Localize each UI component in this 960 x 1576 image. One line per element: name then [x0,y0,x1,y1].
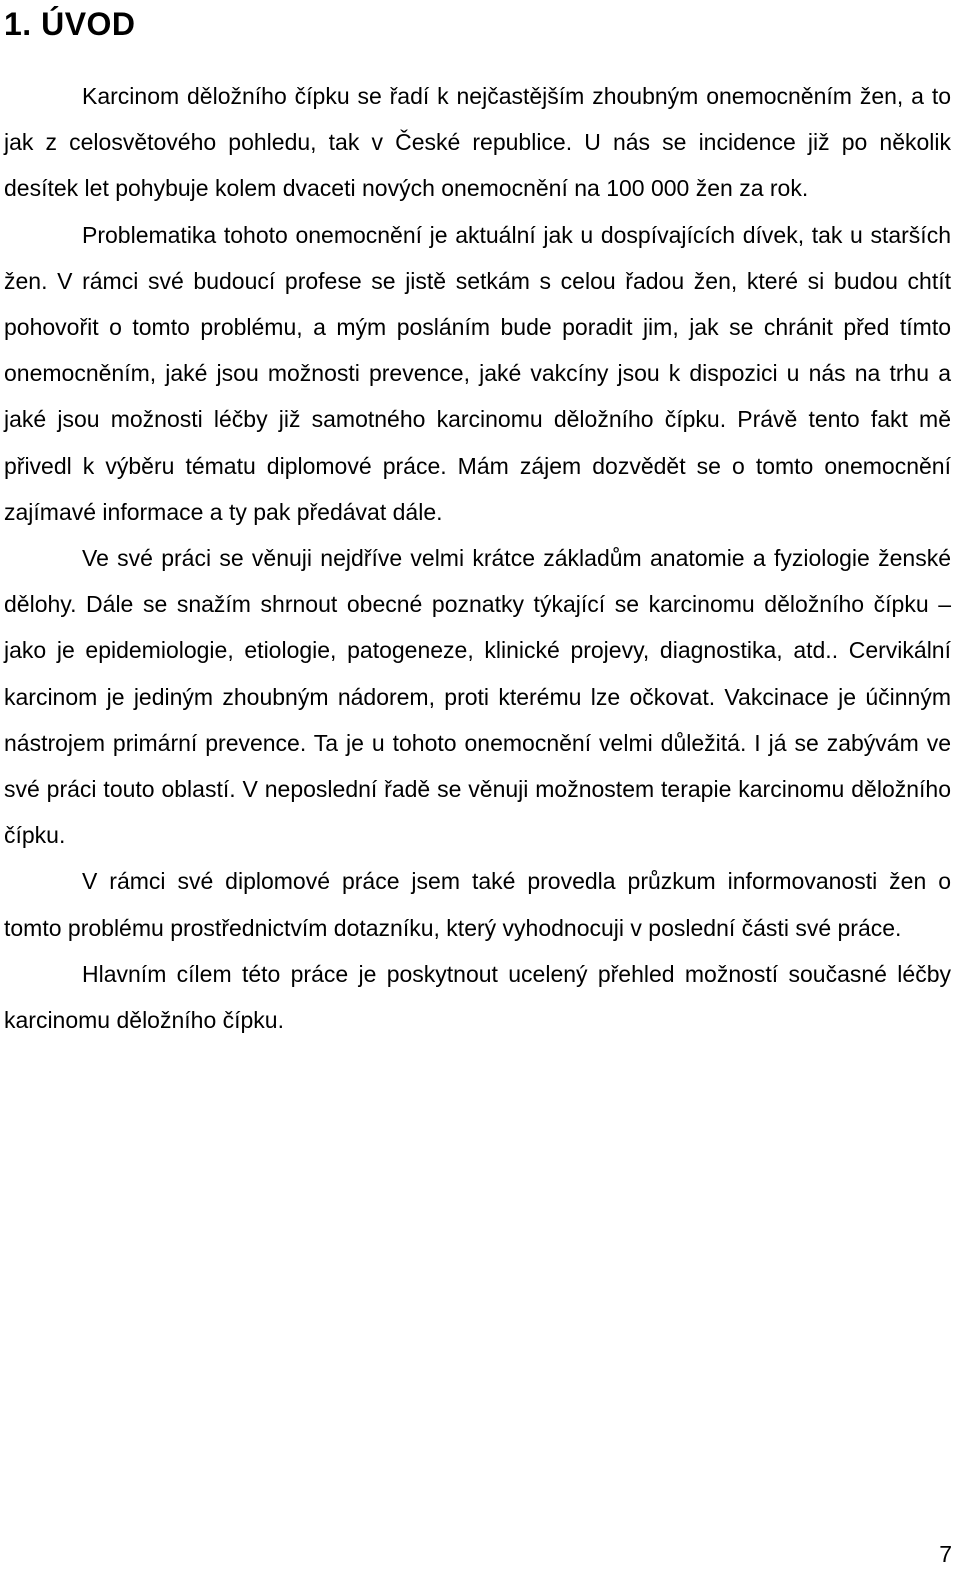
paragraph-2: Problematika tohoto onemocnění je aktuální jak u dospívajících dívek, tak u starších žen. V rámci své budoucí profese se jistě setkám s celou řadou žen, které si budou chtít pohovořit o tomto problému, a mým posláním bude poradit jim, jak se chránit před tímto onemocněním, jaké jsou možnosti prevence, jaké vakcíny jsou k dispozici u nás na trhu a jaké jsou možnosti léčby již samotného karcinomu děložního čípku. Právě tento fakt mě přivedl k výběru tématu diplomové práce. Mám zájem dozvědět se o tomto onemocnění zajímavé informace a ty pak předávat dále. [4,221,951,525]
paragraph-1: Karcinom děložního čípku se řadí k nejčastějším zhoubným onemocněním žen, a to jak z celosvětového pohledu, tak v České republice. U nás se incidence již po několik desítek let pohybuje kolem dvaceti nových onemocnění na 100 000 žen za rok. [4,83,951,202]
chapter-body [4,73,951,1043]
chapter-heading: 1. ÚVOD [4,6,136,42]
paragraph-4: V rámci své diplomové práce jsem také provedla průzkum informovanosti žen o tomto problému prostřednictvím dotazníku, který vyhodnocuji v poslední části své práce. [4,868,951,941]
page-number: 7 [939,1541,952,1567]
paragraph-5: Hlavním cílem této práce je poskytnout ucelený přehled možností současné léčby karcinomu děložního čípku. [4,960,951,1034]
paragraph-3: Ve své práci se věnuji nejdříve velmi krátce základům anatomie a fyziologie ženské dělohy. Dále se snažím shrnout obecné poznatky týkající se karcinomu děložního čípku – jako je epidemiologie, etiologie, patogeneze, klinické projevy, diagnostika, atd.. Cervikální karcinom je jediným zhoubným nádorem, proti kterému lze očkovat. Vakcinace je účinným nástrojem primární prevence. Ta je u tohoto onemocnění velmi důležitá. I já se zabývám ve své práci touto oblastí. V neposlední řadě se věnuji možnostem terapie karcinomu děložního čípku. [4,545,951,849]
